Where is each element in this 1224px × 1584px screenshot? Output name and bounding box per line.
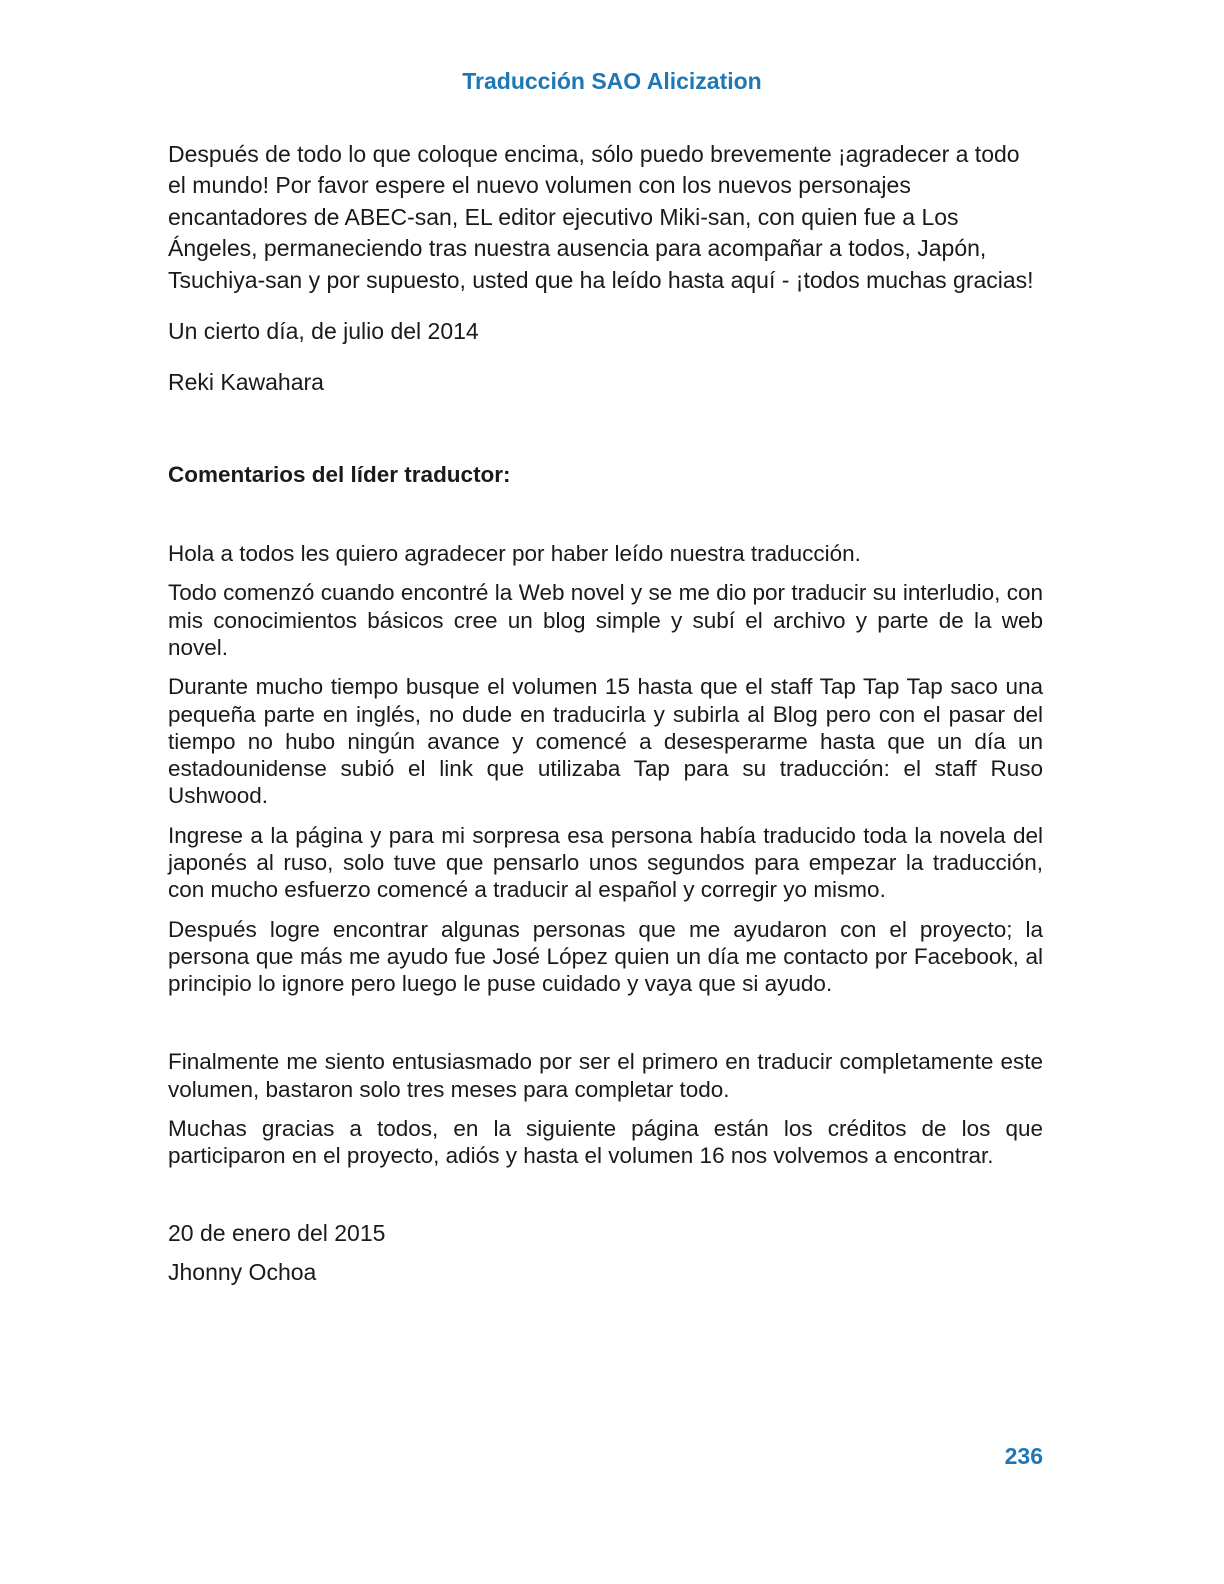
translator-comments-heading: Comentarios del líder traductor: [168, 462, 511, 488]
translator-paragraph: Después logre encontrar algunas personas que me ayudaron con el proyecto; la persona que más me ayudo fue José López quien un día me contacto por Facebook, al principio lo ignore pero luego le puse cuidado y vaya que si ayudo. [168, 916, 1043, 997]
translator-paragraph: Todo comenzó cuando encontré la Web novel y se me dio por traducir su interludio, con mis conocimientos básicos cree un blog simple y subí el archivo y parte de la web novel. [168, 580, 1043, 660]
translator-signature: Jhonny Ochoa [168, 1258, 317, 1285]
page-number: 236 [1004, 1443, 1043, 1469]
translator-paragraph: Finalmente me siento entusiasmado por ser el primero en traducir completamente este volumen, bastaron solo tres meses para completar todo. [168, 1049, 1043, 1102]
translator-comments-date: 20 de enero del 2015 [168, 1219, 386, 1246]
author-signature: Reki Kawahara [168, 369, 324, 396]
author-note-paragraph: Después de todo lo que coloque encima, sólo puedo brevemente ¡agradecer a todo el mundo! Por favor espere el nuevo volumen con los nuevos personajes encantadores de ABEC-san, EL editor ejecutivo Miki-san, con quien fue a Los Ángeles, permaneciendo tras nuestra ausencia para acompañar a todos, Japón, Tsuchiya-san y por supuesto, usted que ha leído hasta aquí - ¡todos muchas gracias! [168, 141, 1034, 293]
translator-paragraph: Muchas gracias a todos, en la siguiente página están los créditos de los que participaron en el proyecto, adiós y hasta el volumen 16 nos volvemos a encontrar. [168, 1116, 1043, 1169]
translator-paragraph: Ingrese a la página y para mi sorpresa esa persona había traducido toda la novela del japonés al ruso, solo tuve que pensarlo unos segundos para empezar la traducción, con mucho esfuerzo comencé a traducir al español y corregir yo mismo. [168, 822, 1043, 903]
page-header-title: Traducción SAO Alicization [462, 68, 762, 94]
author-note-date: Un cierto día, de julio del 2014 [168, 318, 479, 345]
translator-paragraph: Durante mucho tiempo busque el volumen 15 hasta que el staff Tap Tap Tap saco una pequeña parte en inglés, no dude en traducirla y subirla al Blog pero con el pasar del tiempo no hubo ningún avance y comencé a desesperarme hasta que un día un estadounidense subió el link que utilizaba Tap para su traducción: el staff Ruso Ushwood. [168, 674, 1043, 809]
page-body [168, 139, 1043, 1288]
translator-paragraph: Hola a todos les quiero agradecer por haber leído nuestra traducción. [168, 541, 861, 567]
